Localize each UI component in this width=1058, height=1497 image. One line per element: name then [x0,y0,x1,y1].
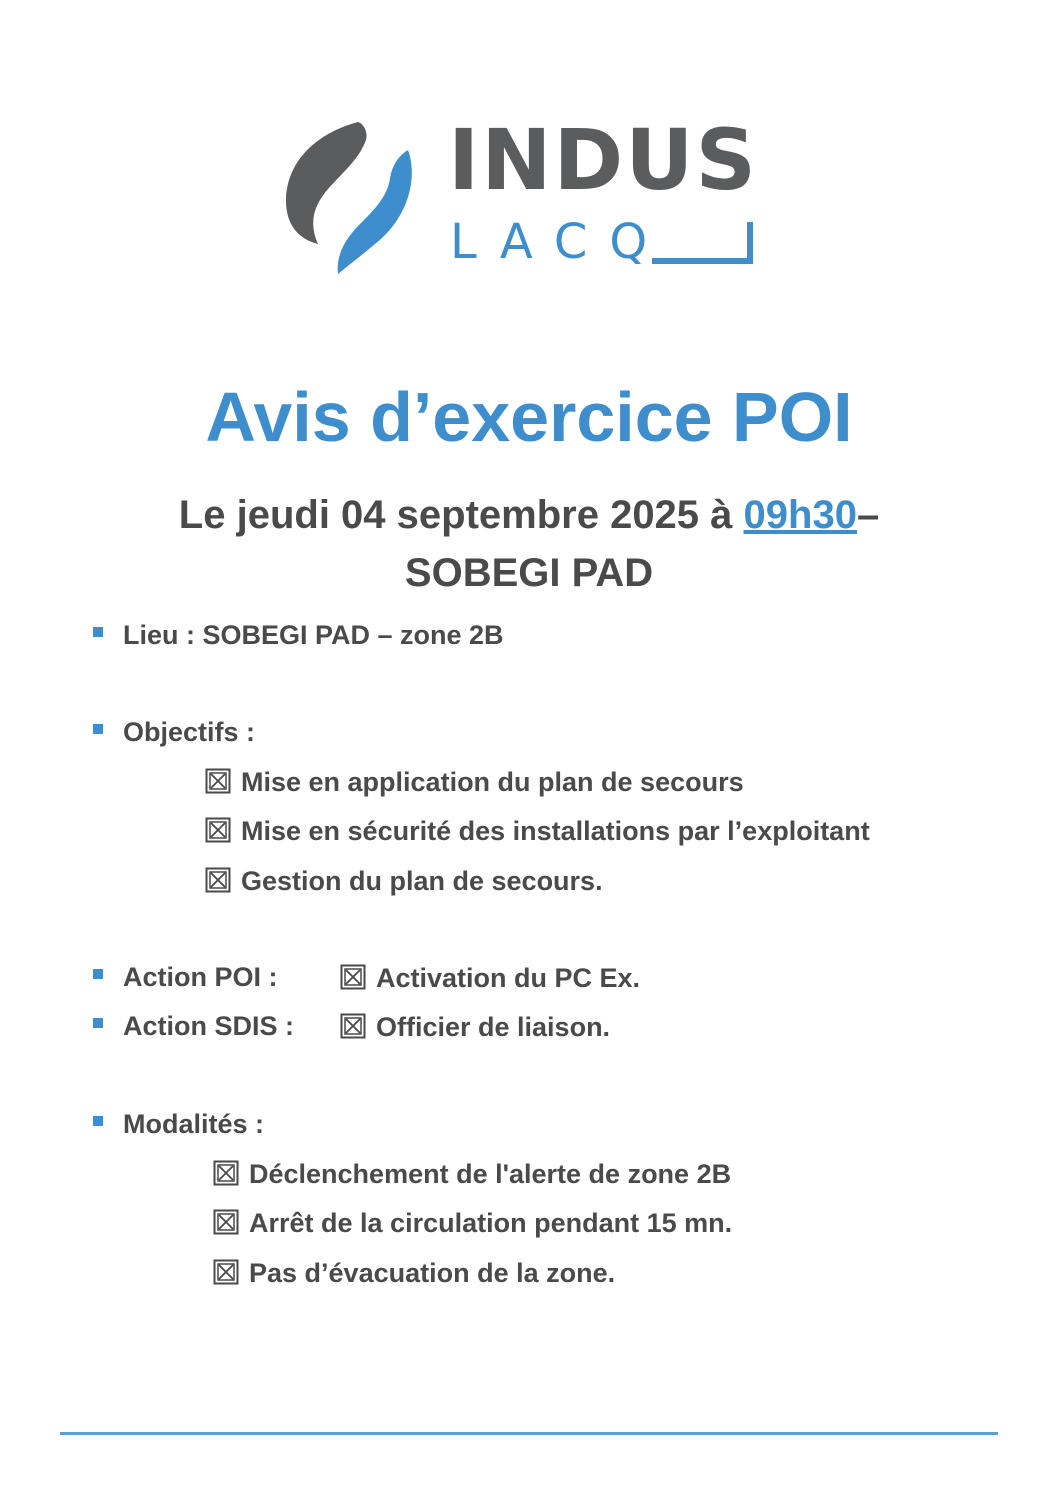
bullet-icon [93,969,103,979]
checked-box-icon [213,1209,239,1235]
checked-box-icon [213,1259,239,1285]
action-poi-label: Action POI : [123,962,278,992]
brand-name: INDUS [448,111,758,209]
checked-box-icon [205,768,231,794]
objectif-item: Mise en application du plan de secours [205,768,744,796]
checked-box-icon [340,964,366,990]
subtitle-date: Le jeudi 04 septembre 2025 à [178,493,744,537]
subtitle-site: SOBEGI PAD [404,551,654,595]
footer-divider [60,1432,998,1435]
action-sdis-item: Officier de liaison. [340,1013,610,1041]
logo-mark-icon [280,118,430,278]
checked-box-icon [340,1013,366,1039]
modalite-item: Arrêt de la circulation pendant 15 mn. [213,1209,732,1237]
bullet-icon [93,1018,103,1028]
modalite-item: Pas d’évacuation de la zone. [213,1259,615,1287]
modalite-item: Déclenchement de l'alerte de zone 2B [213,1160,731,1188]
lieu-text: Lieu : SOBEGI PAD – zone 2B [123,620,504,650]
bullet-icon [93,1116,103,1126]
checked-box-icon [205,867,231,893]
action-poi-item: Activation du PC Ex. [340,964,640,992]
subtitle-time-link[interactable]: 09h30 [743,493,857,537]
objectif-item: Mise en sécurité des installations par l’exploitant [205,817,870,845]
subtitle-dash: – [856,493,880,537]
checked-box-icon [205,817,231,843]
objectifs-label: Objectifs : [123,717,256,747]
action-sdis-label: Action SDIS : [123,1011,295,1041]
logo [280,111,770,278]
brand-sub: LACQ [450,214,670,270]
checked-box-icon [213,1160,239,1186]
page-title: Avis d’exercice POI [205,378,853,456]
bullet-icon [93,627,103,637]
objectif-item: Gestion du plan de secours. [205,867,603,895]
modalites-label: Modalités : [123,1109,265,1139]
subtitle [0,486,1058,602]
bullet-icon [93,724,103,734]
